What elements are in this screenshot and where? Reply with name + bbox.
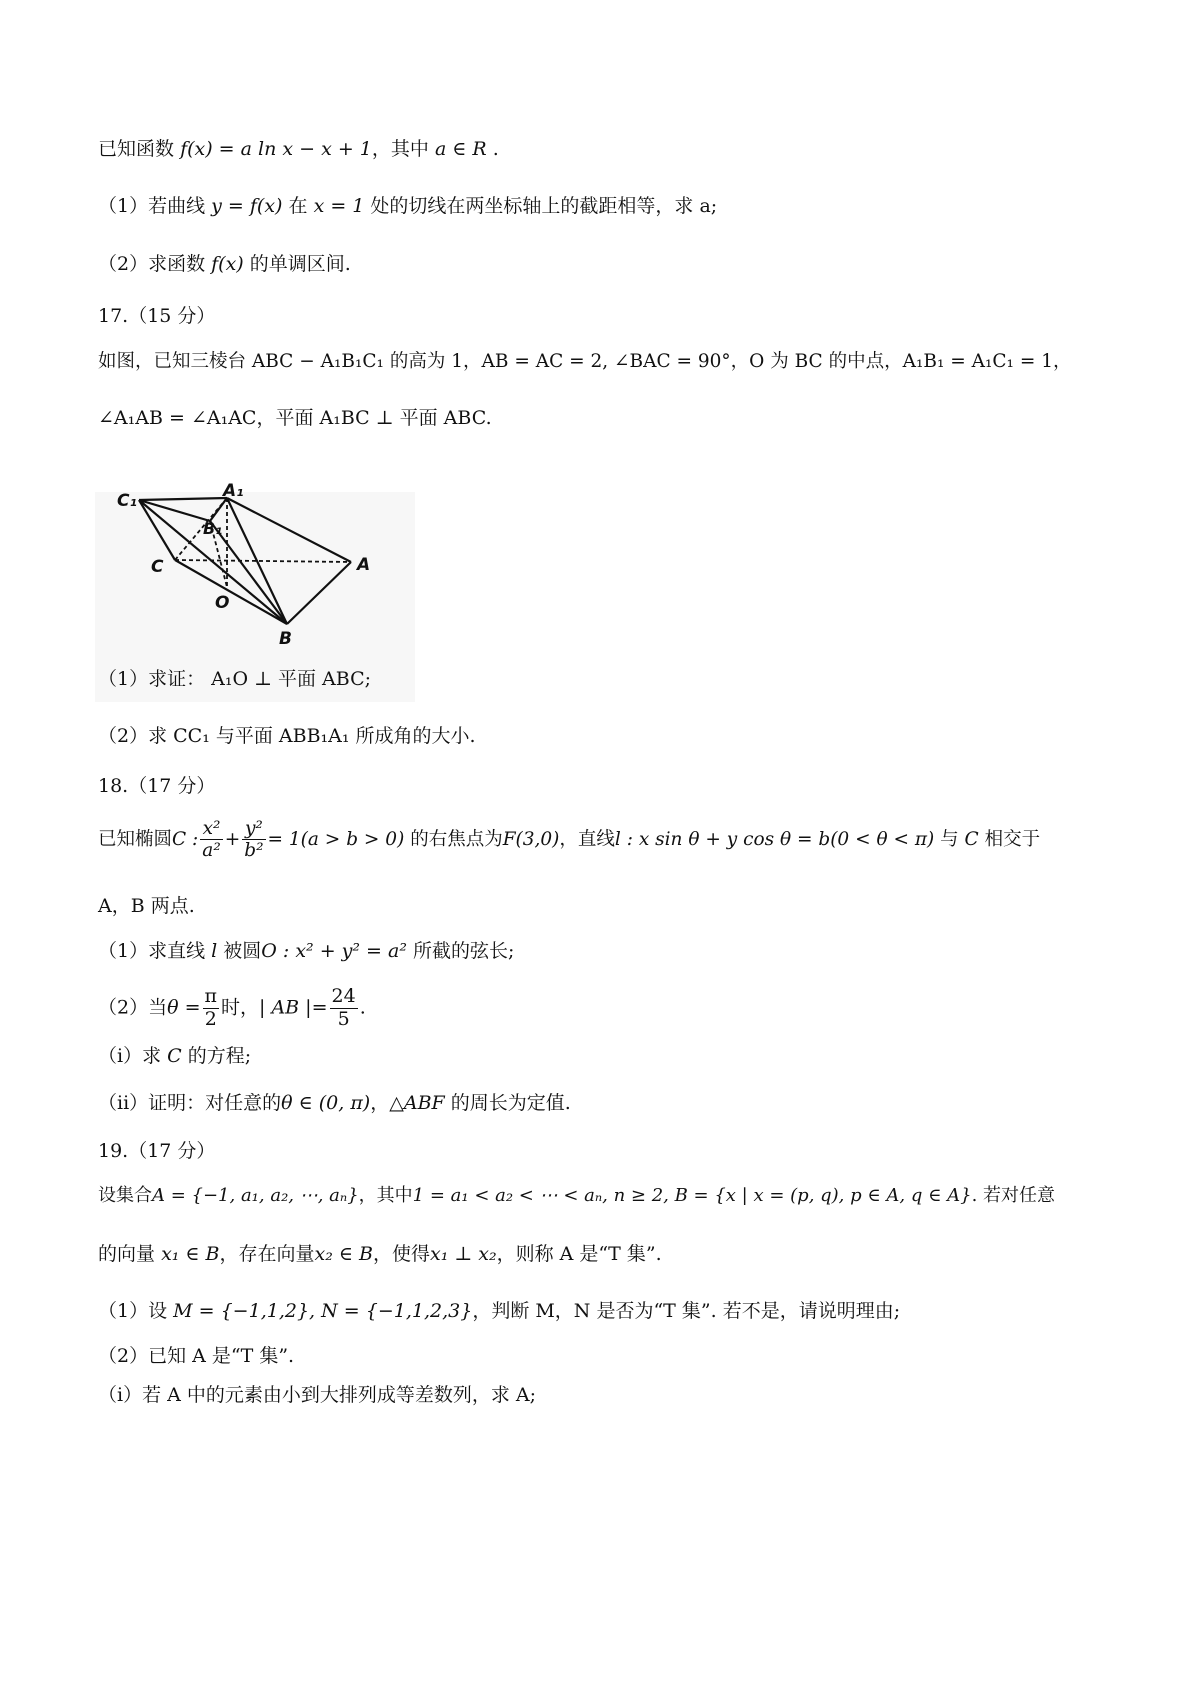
label-A: A	[357, 555, 371, 575]
q18-part2-i: （i）求 C 的方程;	[98, 1045, 252, 1067]
q16-stem: 已知函数 f(x) = a ln x − x + 1，其中 a ∈ R .	[98, 138, 499, 160]
q19-part2-i: （i）若 A 中的元素由小到大排列成等差数列，求 A;	[98, 1384, 537, 1406]
q18-stem: 已知椭圆C : $\frac{\text{x²}}{\text{a²}}$ + $\frac{\text{y²}}{\text{b²}}$ = 1(a > b > 0) 的右焦点为F(3,0)，直线l : x sin θ + y cos θ = b(0 < θ < π) 与 C 相交于	[98, 818, 1041, 862]
q19-stem-line2: 的向量 x₁ ∈ B，存在向量x₂ ∈ B，使得x₁ ⊥ x₂，则称 A 是“T 集”.	[98, 1243, 662, 1265]
label-C1: C₁	[117, 491, 137, 511]
label-A1: A₁	[223, 481, 244, 501]
q18-part2-ii: （ii）证明：对任意的θ ∈ (0, π)，△ABF 的周长为定值.	[98, 1092, 571, 1114]
fraction-24-5: $\frac{24}{5}$	[331, 985, 356, 1030]
q18-part2: （2）当θ = $\frac{\pi}{2}$ 时，| AB |= $\frac{24}{5}$ .	[98, 985, 366, 1030]
q17-part2: （2）求 CC₁ 与平面 ABB₁A₁ 所成角的大小.	[98, 725, 476, 747]
fraction-x2-a2: $\frac{\text{x²}}{\text{a²}}$	[202, 818, 221, 862]
q16-condition: a ∈ R	[434, 138, 487, 160]
q16-part2: （2）求函数 f(x) 的单调区间.	[98, 253, 351, 275]
label-B1: B₁	[203, 519, 223, 538]
q18-part1: （1）求直线 l 被圆O : x² + y² = a² 所截的弦长;	[98, 940, 515, 962]
fraction-pi-2: $\frac{\pi}{2}$	[204, 985, 217, 1030]
q19-heading: 19.（17 分）	[98, 1140, 216, 1162]
q18-heading: 18.（17 分）	[98, 775, 216, 797]
q19-part2: （2）已知 A 是“T 集”.	[98, 1345, 295, 1367]
label-O: O	[215, 593, 230, 613]
q17-part1: （1）求证： A₁O ⊥ 平面 ABC;	[98, 668, 372, 690]
q18-stem-line2: A，B 两点.	[98, 895, 195, 917]
q16-function: f(x) = a ln x − x + 1	[180, 138, 372, 160]
q19-part1: （1）设 M = {−1,1,2}, N = {−1,1,2,3}，判断 M，N 是否为“T 集”. 若不是，请说明理由;	[98, 1300, 901, 1322]
fraction-y2-b2: $\frac{\text{y²}}{\text{b²}}$	[244, 818, 264, 862]
q17-stem-line2: ∠A₁AB = ∠A₁AC，平面 A₁BC ⊥ 平面 ABC.	[98, 407, 492, 429]
label-C: C	[151, 557, 164, 577]
label-B: B	[279, 629, 292, 649]
q17-stem-line1: 如图，已知三棱台 ABC − A₁B₁C₁ 的高为 1，AB = AC = 2, ∠BAC = 90°，O 为 BC 的中点，A₁B₁ = A₁C₁ = 1，	[98, 351, 1072, 372]
q17-heading: 17.（15 分）	[98, 305, 216, 327]
q16-part1: （1）若曲线 y = f(x) 在 x = 1 处的切线在两坐标轴上的截距相等，求 a;	[98, 195, 718, 217]
q19-stem: 设集合A = {−1, a₁, a₂, ⋯, aₙ}，其中1 = a₁ < a₂ < ⋯ < aₙ, n ≥ 2, B = {x | x = (p, q), p ∈ A, q ∈ A}. 若对任意	[98, 1185, 1056, 1206]
